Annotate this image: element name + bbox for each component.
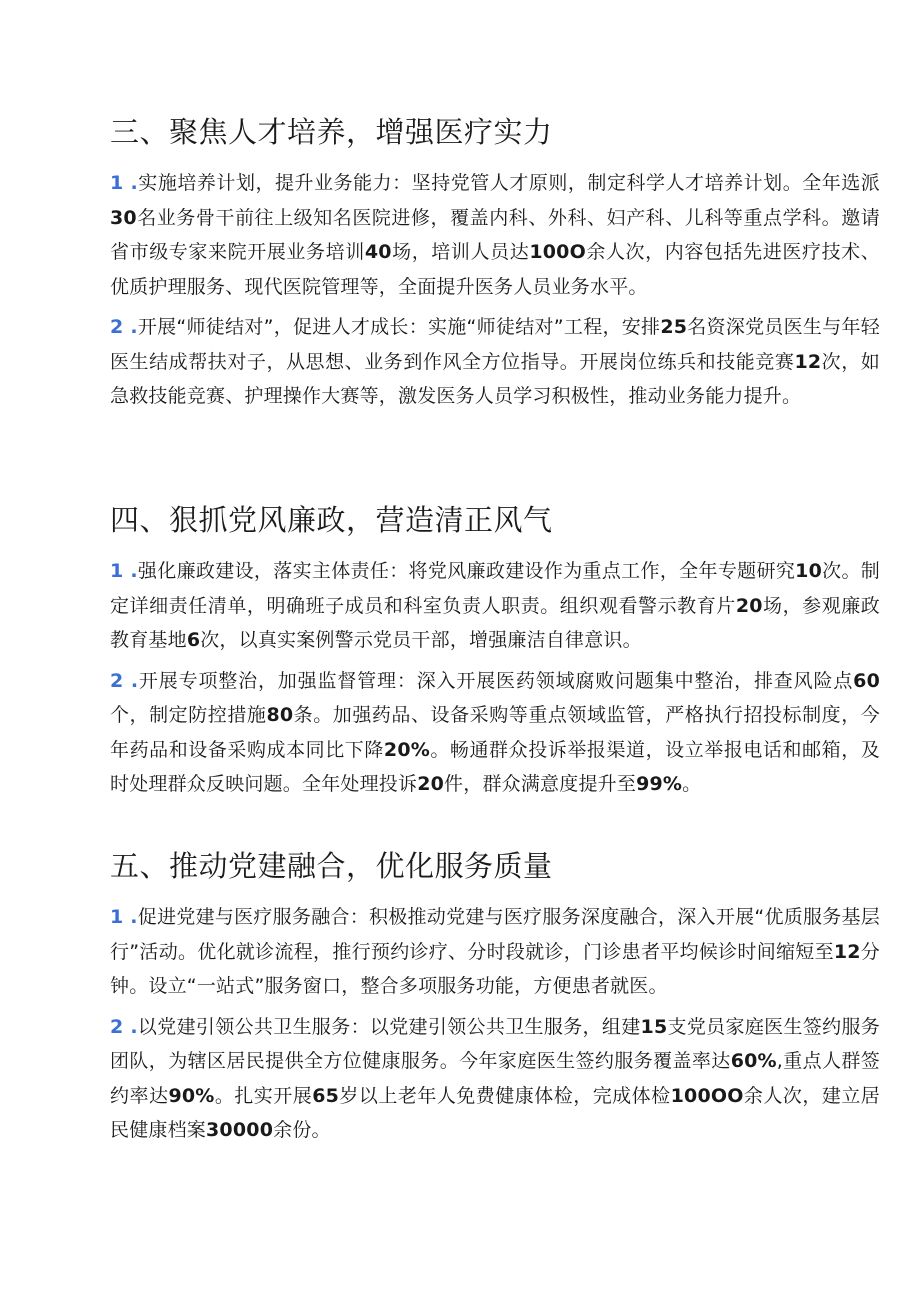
item-number: 1 . — [110, 906, 138, 928]
item-text: 促进党建与医疗服务融合：积极推动党建与医疗服务深度融合，深入开展“优质服务基层行”活动。优化就诊流程，推行预约诊疗、分时段就诊，门诊患者平均候诊时间缩短至12分钟。设立“一站式”服务窗口，整合多项服务功能，方便患者就医。 — [110, 906, 881, 997]
section-service — [110, 846, 880, 1154]
list-item — [110, 664, 880, 802]
item-text: 开展专项整治，加强监督管理：深入开展医药领域腐败问题集中整治，排查风险点60个，制定防控措施80条。加强药品、设备采购等重点领域监管，严格执行招投标制度，今年药品和设备采购成本同比下降20%。畅通群众投诉举报渠道，设立举报电话和邮箱，及时处理群众反映问题。全年处理投诉20件，群众满意度提升至99%。 — [110, 669, 881, 795]
item-number: 2 . — [110, 316, 138, 338]
item-text: 实施培养计划，提升业务能力：坚持党管人才原则，制定科学人才培养计划。全年选派30名业务骨干前往上级知名医院进修，覆盖内科、外科、妇产科、儿科等重点学科。邀请省市级专家来院开展业务培训40场，培训人员达100O余人次，内容包括先进医疗技术、优质护理服务、现代医院管理等，全面提升医务人员业务水平。 — [110, 172, 880, 298]
section-title: 三、聚焦人才培养，增强医疗实力 — [110, 115, 553, 149]
list-item — [110, 1010, 880, 1148]
item-text: 开展“师徒结对”，促进人才成长：实施“师徒结对”工程，安排25名资深党员医生与年轻医生结成帮扶对子，从思想、业务到作风全方位指导。开展岗位练兵和技能竞赛12次，如急救技能竞赛、护理操作大赛等，激发医务人员学习积极性，推动业务能力提升。 — [110, 316, 880, 407]
section-talent — [110, 112, 880, 420]
list-item — [110, 310, 880, 414]
section-title: 四、狠抓党风廉政，营造清正风气 — [110, 503, 553, 537]
section-title: 五、推动党建融合，优化服务质量 — [110, 849, 553, 883]
list-item — [110, 554, 880, 658]
item-number: 1 . — [110, 560, 138, 582]
list-item — [110, 166, 880, 304]
item-text: 以党建引领公共卫生服务：以党建引领公共卫生服务，组建15支党员家庭医生签约服务团队，为辖区居民提供全方位健康服务。今年家庭医生签约服务覆盖率达60%,重点人群签约率达90%。扎实开展65岁以上老年人免费健康体检，完成体检100OO余人次，建立居民健康档案30000余份。 — [110, 1015, 881, 1141]
item-number: 2 . — [110, 1015, 138, 1038]
section-integrity — [110, 500, 880, 808]
list-item — [110, 900, 880, 1004]
item-number: 1 . — [110, 172, 138, 194]
item-number: 2 . — [110, 669, 139, 692]
item-text: 强化廉政建设，落实主体责任：将党风廉政建设作为重点工作，全年专题研究10次。制定详细责任清单，明确班子成员和科室负责人职责。组织观看警示教育片20场，参观廉政教育基地6次，以真实案例警示党员干部，增强廉洁自律意识。 — [110, 560, 880, 651]
